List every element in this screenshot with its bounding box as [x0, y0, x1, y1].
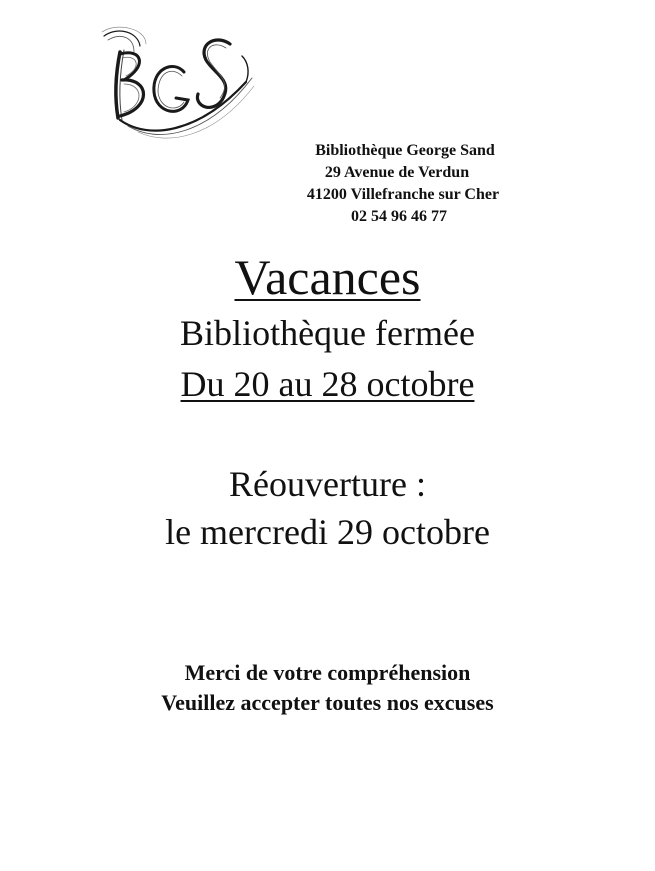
library-phone: 02 54 96 46 77	[351, 208, 447, 225]
closure-notice: Bibliothèque fermée	[180, 313, 475, 353]
library-street: 29 Avenue de Verdun	[324, 164, 470, 181]
library-address	[270, 140, 540, 228]
notice-title: Vacances	[234, 249, 421, 305]
reopening-label: Réouverture :	[229, 464, 426, 504]
bgs-logo	[98, 22, 258, 148]
apology-text: Veuillez accepter toutes nos excuses	[161, 690, 494, 715]
library-name: Bibliothèque George Sand	[315, 142, 495, 159]
library-city: 41200 Villefranche sur Cher	[306, 186, 500, 203]
closure-dates: Du 20 au 28 octobre	[180, 364, 475, 404]
reopening-date: le mercredi 29 octobre	[165, 512, 490, 552]
thanks-text: Merci de votre compréhension	[184, 660, 471, 685]
footer-message	[0, 658, 655, 718]
